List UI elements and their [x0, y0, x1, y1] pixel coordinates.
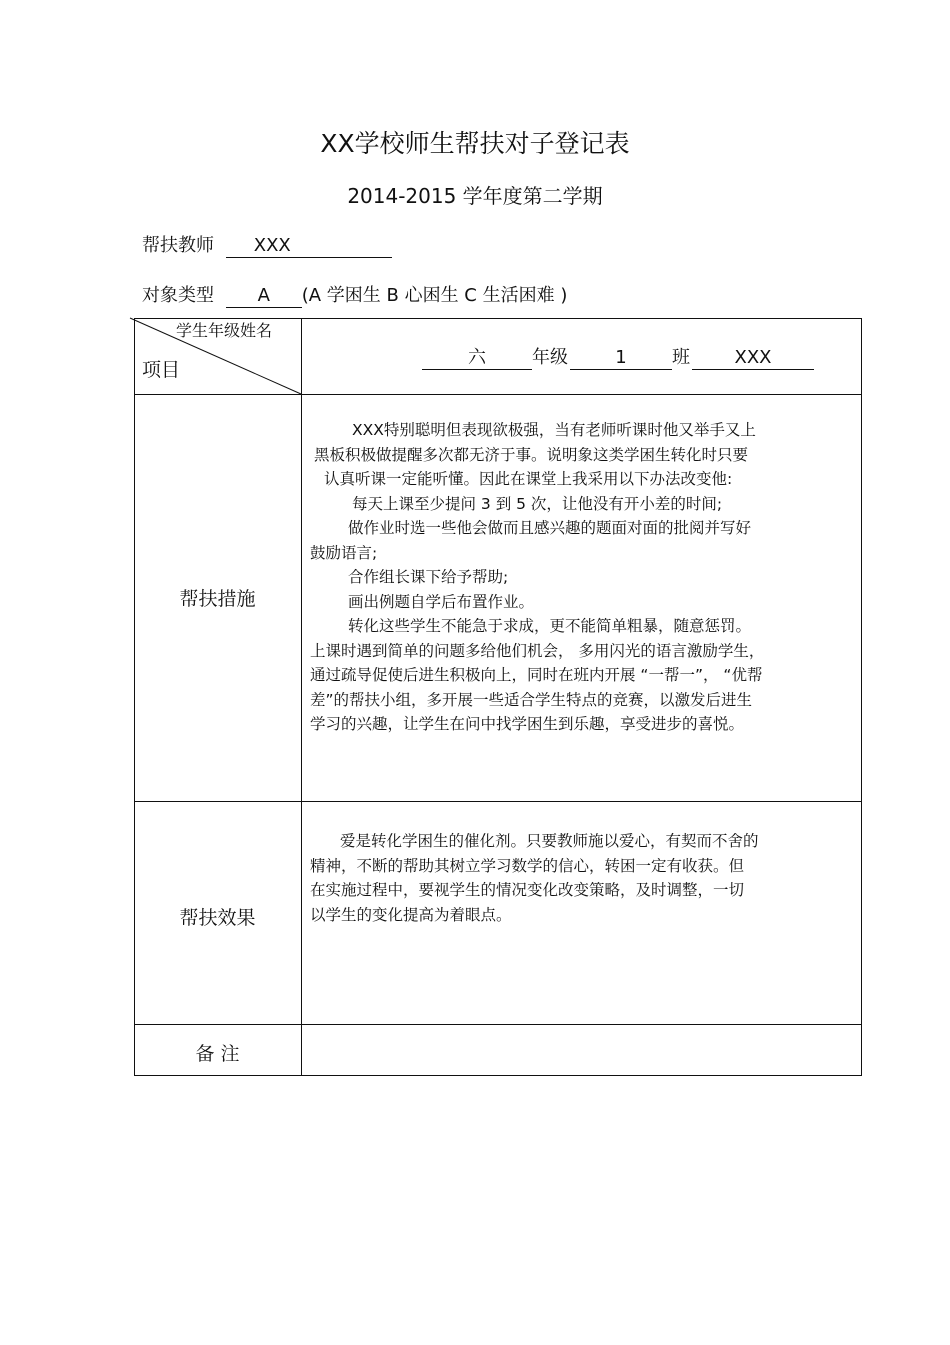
diag-header-top: 学生年级姓名	[176, 321, 273, 340]
table-border-right	[861, 318, 862, 1076]
table-row-divider	[134, 1024, 862, 1025]
target-options: (A 学困生 B 心困生 C 生活困难 )	[301, 285, 568, 306]
measures-label: 帮扶措施	[179, 588, 256, 610]
effect-line: 以学生的变化提高为着眼点。	[310, 905, 512, 924]
measures-text	[310, 418, 764, 737]
measures-line: 画出例题自学后布置作业。	[348, 592, 535, 611]
student-value: XXX	[692, 347, 814, 370]
target-label: 对象类型	[142, 285, 214, 306]
page-title: XX学校师生帮扶对子登记表	[320, 129, 630, 158]
measures-line: 转化这些学生不能急于求成，更不能简单粗暴，随意惩罚。	[348, 617, 752, 635]
teacher-row	[142, 231, 392, 258]
effect-line: 爱是转化学困生的催化剂。只要教师施以爱心，有契而不舍的	[340, 832, 759, 850]
measures-line: 黑板积极做提醒多次都无济于事。说明象这类学困生转化时只要	[314, 445, 749, 464]
teacher-value: XXX	[253, 235, 291, 256]
class-label: 班	[672, 347, 690, 368]
effect-line: 精神，不断的帮助其树立学习数学的信心，转困一定有收获。但	[310, 856, 745, 875]
table-column-divider	[301, 318, 302, 1076]
student-info	[422, 343, 814, 370]
measures-line: 鼓励语言;	[310, 543, 378, 562]
measures-line: XXX特别聪明但表现欲极强，当有老师听课时他又举手又上	[352, 421, 756, 439]
effect-text	[310, 829, 759, 927]
measures-line: 每天上课至少提问 3 到 5 次，让他没有开小差的时间;	[352, 494, 723, 513]
table-border-bottom	[134, 1075, 862, 1076]
measures-line: 学习的兴趣，让学生在问中找学困生到乐趣，享受进步的喜悦。	[310, 715, 745, 733]
effect-line: 在实施过程中，要视学生的情况变化改变策略，及时调整，一切	[310, 881, 745, 899]
table-row-divider	[134, 801, 862, 802]
page-subtitle: 2014-2015 学年度第二学期	[347, 184, 603, 208]
measures-line: 合作组长课下给予帮助;	[348, 568, 509, 586]
table-border-left	[134, 318, 135, 1076]
target-row	[142, 281, 567, 308]
measures-line: 差”的帮扶小组，多开展一些适合学生特点的竞赛，以激发后进生	[310, 690, 753, 709]
measures-line: 上课时遇到简单的问题多给他们机会， 多用闪光的语言激励学生，	[310, 641, 765, 660]
teacher-label: 帮扶教师	[142, 235, 214, 256]
grade-value: 六	[422, 347, 532, 370]
target-value: A	[226, 285, 302, 308]
measures-line: 通过疏导促使后进生积极向上，同时在班内开展 “一帮一”， “优帮	[310, 666, 763, 684]
effect-label: 帮扶效果	[179, 907, 256, 929]
class-value: 1	[570, 347, 672, 370]
diag-header-bottom: 项目	[142, 359, 181, 381]
measures-line: 做作业时选一些他会做而且感兴趣的题面对面的批阅并写好	[348, 519, 752, 537]
measures-line: 认真听课一定能听懂。因此在课堂上我采用以下办法改变他:	[324, 470, 733, 488]
teacher-value-field	[226, 235, 392, 258]
grade-label: 年级	[532, 347, 568, 368]
remark-label: 备 注	[195, 1043, 240, 1065]
